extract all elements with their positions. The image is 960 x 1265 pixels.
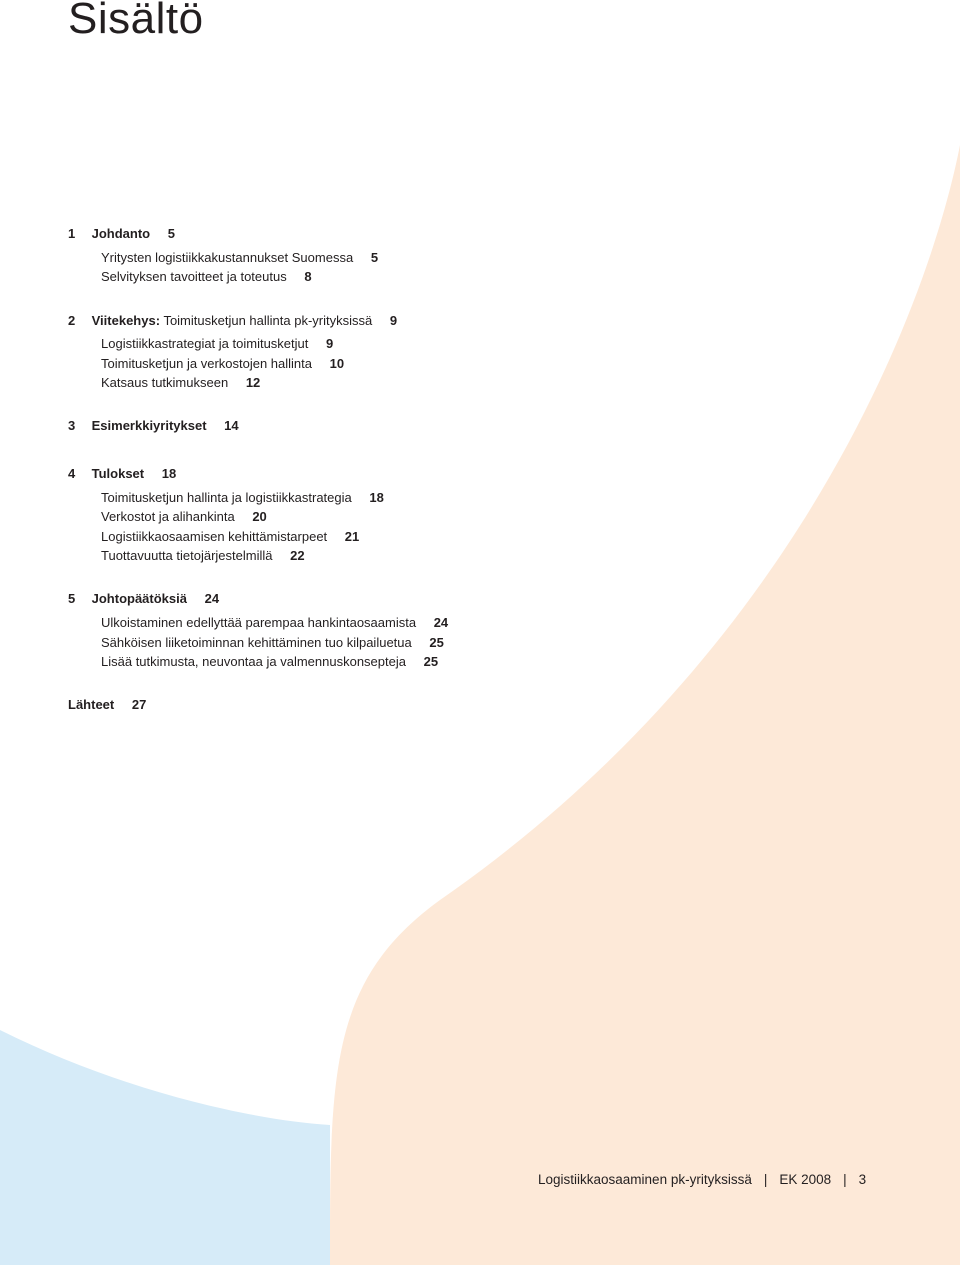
toc-item[interactable] [101,490,384,506]
chapter-number: 4 [68,466,76,481]
toc-item[interactable] [101,269,312,285]
item-label: Logistiikkaosaamisen kehittämistarpeet [101,529,328,544]
item-label: Tuottavuutta tietojärjestelmillä [101,548,273,563]
page-ref: 25 [423,654,439,669]
toc-sources[interactable] [68,697,146,713]
chapter-title: Johtopäätöksiä [91,591,187,606]
toc-item[interactable] [101,529,359,545]
toc-chapter-3[interactable] [68,418,239,434]
page-ref: 8 [304,269,312,284]
toc-item[interactable] [101,250,378,266]
footer-separator: | [843,1172,847,1187]
toc-item[interactable] [101,375,260,391]
item-label: Sähköisen liiketoiminnan kehittäminen tuo kilpailuetua [101,635,412,650]
footer-publication: Logistiikkaosaaminen pk-yrityksissä [538,1172,752,1187]
page-ref: 24 [433,615,449,630]
toc-chapter-1[interactable] [68,226,175,242]
toc-item[interactable] [101,336,333,352]
toc-item[interactable] [101,356,344,372]
item-label: Yritysten logistiikkakustannukset Suomessa [101,250,354,265]
toc-item[interactable] [101,509,267,525]
toc-chapter-2[interactable] [68,313,397,329]
item-label: Verkostot ja alihankinta [101,509,235,524]
footer-separator: | [763,1172,768,1187]
item-label: Toimitusketjun ja verkostojen hallinta [101,356,312,371]
page-ref: 25 [429,635,444,650]
footer-page-number: 3 [858,1172,867,1187]
page-ref: 20 [252,509,267,524]
item-label: Lisää tutkimusta, neuvontaa ja valmennuskonsepteja [101,654,406,669]
peach-curve-shape [330,145,960,1265]
page-ref: 21 [344,529,360,544]
item-label: Toimitusketjun hallinta ja logistiikkastrategia [101,490,352,505]
chapter-title-rest: Toimitusketjun hallinta pk-yrityksissä [163,313,373,328]
toc-item[interactable] [101,635,444,651]
item-label: Selvityksen tavoitteet ja toteutus [101,269,287,284]
page-ref: 10 [329,356,345,371]
chapter-title-bold: Viitekehys: [91,313,161,328]
page-ref: 22 [290,548,305,563]
page-ref: 5 [167,226,175,241]
page-ref: 9 [389,313,398,328]
page-ref: 27 [131,697,147,712]
chapter-title: Tulokset [91,466,145,481]
chapter-title: Johdanto [91,226,151,241]
chapter-number: 3 [68,418,76,433]
chapter-number: 1 [68,226,76,241]
page-ref: 18 [369,490,384,505]
page-ref: 9 [326,336,334,351]
chapter-title: Esimerkkiyritykset [91,418,207,433]
toc-item[interactable] [101,548,305,564]
page-ref: 14 [224,418,239,433]
page-footer [538,1172,866,1187]
footer-issue: EK 2008 [779,1172,832,1187]
toc-chapter-5[interactable] [68,591,219,607]
page-ref: 24 [204,591,220,606]
chapter-number: 2 [68,313,76,328]
sources-title: Lähteet [68,697,115,712]
chapter-number: 5 [68,591,76,606]
page-title: Sisältö [68,0,204,43]
toc-item[interactable] [101,615,448,631]
item-label: Ulkoistaminen edellyttää parempaa hankintaosaamista [101,615,417,630]
item-label: Katsaus tutkimukseen [101,375,229,390]
page-ref: 5 [370,250,379,265]
page-ref: 18 [161,466,177,481]
light-blue-shape [0,1030,330,1265]
toc-item[interactable] [101,654,438,670]
item-label: Logistiikkastrategiat ja toimitusketjut [101,336,309,351]
page-ref: 12 [245,375,261,390]
toc-chapter-4[interactable] [68,466,176,482]
